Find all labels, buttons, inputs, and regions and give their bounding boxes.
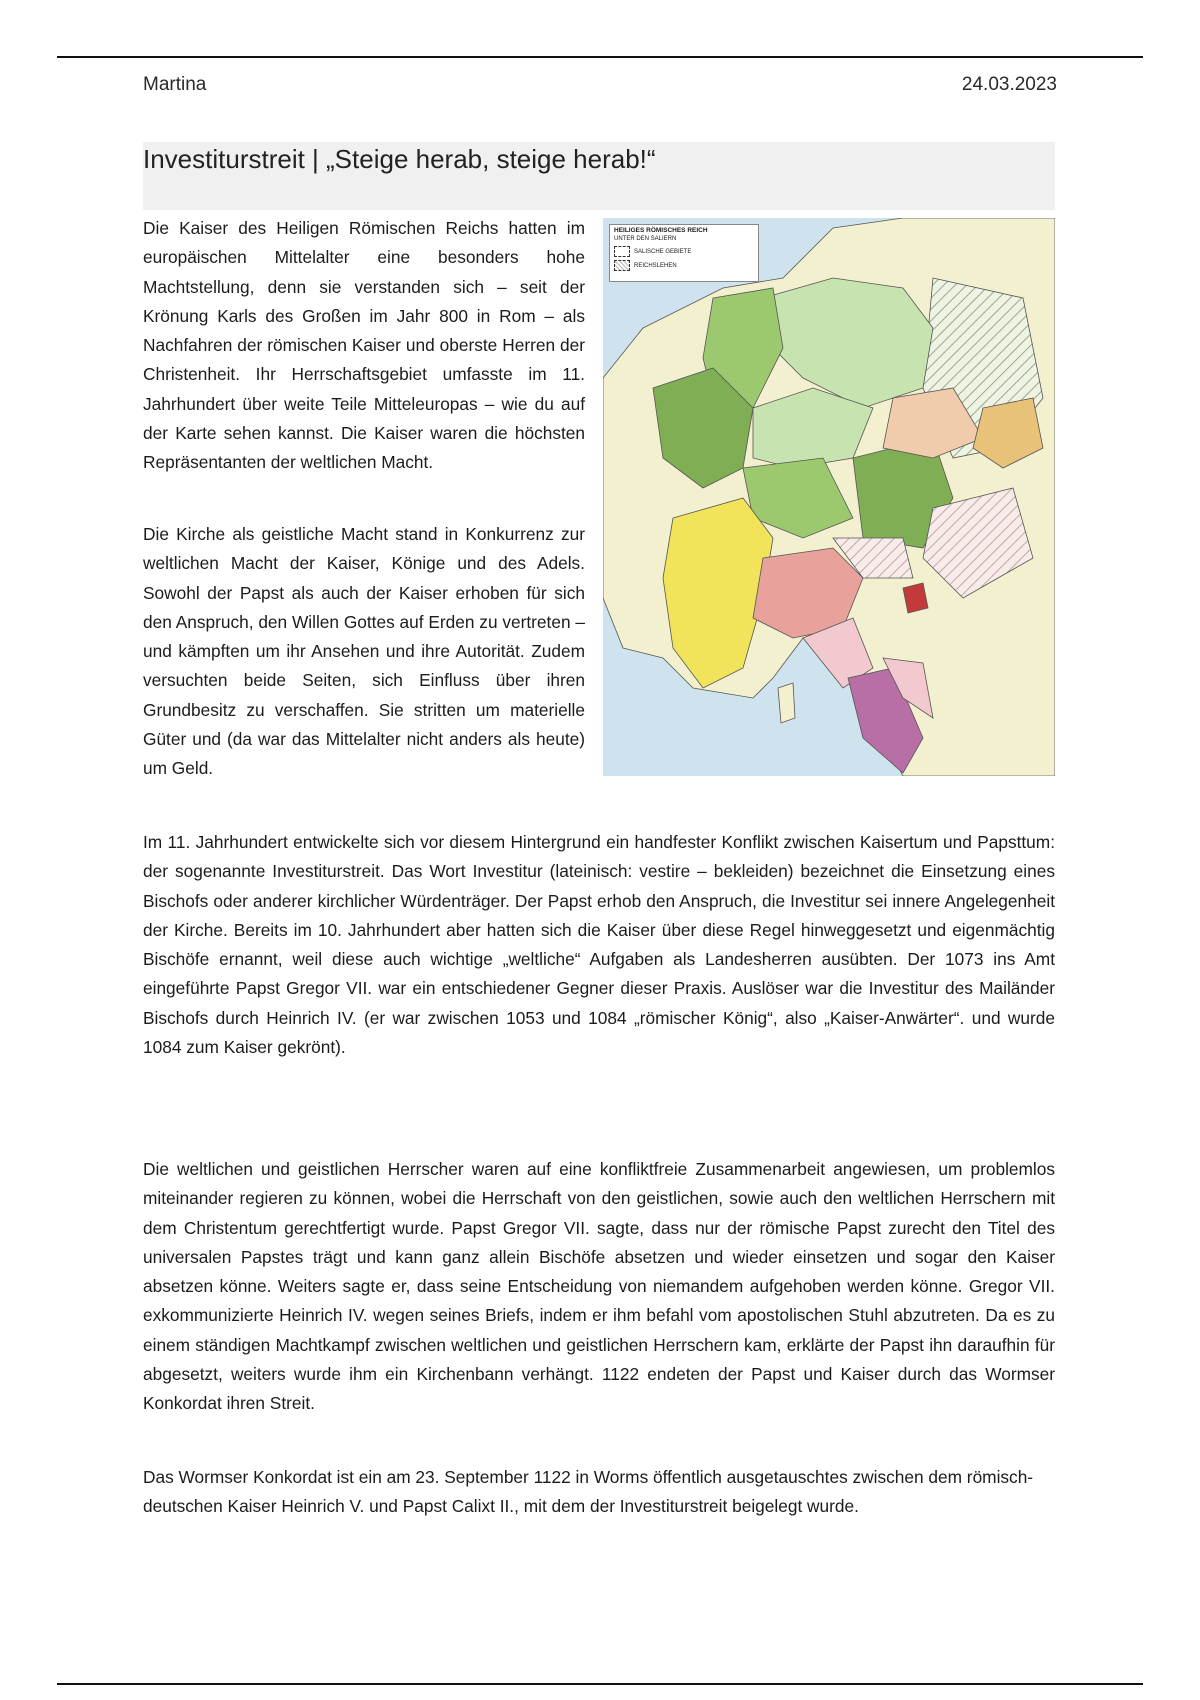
map-island-corsica	[778, 683, 795, 723]
legend-label: REICHSLEHEN	[634, 262, 677, 269]
map-legend	[609, 224, 759, 282]
legend-label: SALISCHE GEBIETE	[634, 248, 692, 255]
legend-swatch-dashed	[614, 246, 630, 257]
paragraph-conflict: Die weltlichen und geistlichen Herrscher waren auf eine konfliktfreie Zusammenarbeit angewiesen, um problemlos miteinander regieren zu können, wobei die Herrschaft von den geistlichen, sowie auch den weltlichen Herrschern mit dem Christentum gerechtfertigt wurde. Papst Gregor VII. sagte, dass nur der römische Papst zurecht den Titel des universalen Papstes trägt und kann ganz allein Bischöfe absetzen und wieder einsetzen und sogar den Kaiser absetzen könne. Weiters sagte er, dass seine Entscheidung von niemandem aufgehoben werden könne. Gregor VII. exkommunizierte Heinrich IV. wegen seines Briefs, indem er ihm befahl vom apostolischen Stuhl abzutreten. Da es zu einem ständigen Machtkampf zwischen weltlichen und geistlichen Herrschern kam, erklärte der Papst ihn daraufhin für abgesetzt, weiters wurde ihm ein Kirchenbann verhängt. 1122 endeten der Papst und Kaiser durch das Wormser Konkordat ihren Streit.	[143, 1159, 1055, 1414]
paragraph-church: Die Kirche als geistliche Macht stand in Konkurrenz zur weltlichen Macht der Kaiser, Könige und des Adels. Sowohl der Papst als auch der Kaiser erhoben für sich den Anspruch, den Willen Gottes auf Erden zu vertreten – und kämpften um ihr Ansehen und ihre Autorität. Zudem versuchten beide Seiten, sich Einfluss über ihren Grundbesitz zu verschaffen. Sie stritten um materielle Güter und (da war das Mittelalter nicht anders als heute) um Geld.	[143, 524, 585, 779]
top-rule	[57, 56, 1143, 58]
legend-title: HEILIGES RÖMISCHES REICH	[614, 227, 708, 234]
paragraph-concordat: Das Wormser Konkordat ist ein am 23. September 1122 in Worms öffentlich ausgetauschtes zwischen dem römisch-deutschen Kaiser Heinrich V. und Papst Calixt II., mit dem der Investiturstreit beigelegt wurde.	[143, 1467, 1034, 1517]
map-graphic	[603, 218, 1055, 776]
title-box	[143, 142, 1055, 210]
author-name: Martina	[143, 74, 207, 95]
page-title: Investiturstreit | „Steige herab, steige herab!“	[143, 144, 656, 174]
bottom-rule	[57, 1683, 1143, 1685]
legend-row	[614, 246, 754, 257]
map-holy-roman-empire	[603, 218, 1055, 776]
document-date: 24.03.2023	[961, 74, 1057, 95]
map-region-red-small	[903, 583, 928, 613]
legend-subtitle: UNTER DEN SALIERN	[614, 236, 677, 242]
legend-swatch-hatched	[614, 260, 630, 271]
paragraph-investiture: Im 11. Jahrhundert entwickelte sich vor diesem Hintergrund ein handfester Konflikt zwischen Kaisertum und Papsttum: der sogenannte Investiturstreit. Das Wort Investitur (lateinisch: vestire – bekleiden) bezeichnet die Einsetzung eines Bischofs oder anderer kirchlicher Würdenträger. Der Papst erhob den Anspruch, die Investitur sei innere Angelegenheit der Kirche. Bereits im 10. Jahrhundert aber hatten sich die Kaiser über diese Regel hinweggesetzt und eigenmächtig Bischöfe ernannt, weil diese auch wichtige „weltliche“ Aufgaben als Landesherren ausübten. Der 1073 ins Amt eingeführte Papst Gregor VII. war ein entschiedener Gegner dieser Praxis. Auslöser war die Investitur des Mailänder Bischofs durch Heinrich IV. (er war zwischen 1053 und 1084 „römischer König“, also „Kaiser-Anwärter“. und wurde 1084 zum Kaiser gekrönt).	[143, 832, 1055, 1058]
paragraph-intro: Die Kaiser des Heiligen Römischen Reichs hatten im europäischen Mittelalter eine besonders hohe Machtstellung, denn sie verstanden sich – seit der Krönung Karls des Großen im Jahr 800 in Rom – als Nachfahren der römischen Kaiser und oberste Herren der Christenheit. Ihr Herrschaftsgebiet umfasste im 11. Jahrhundert über weite Teile Mitteleuropas – wie du auf der Karte sehen kannst. Die Kaiser waren die höchsten Repräsentanten der weltlichen Macht.	[143, 218, 585, 473]
legend-row	[614, 260, 754, 271]
